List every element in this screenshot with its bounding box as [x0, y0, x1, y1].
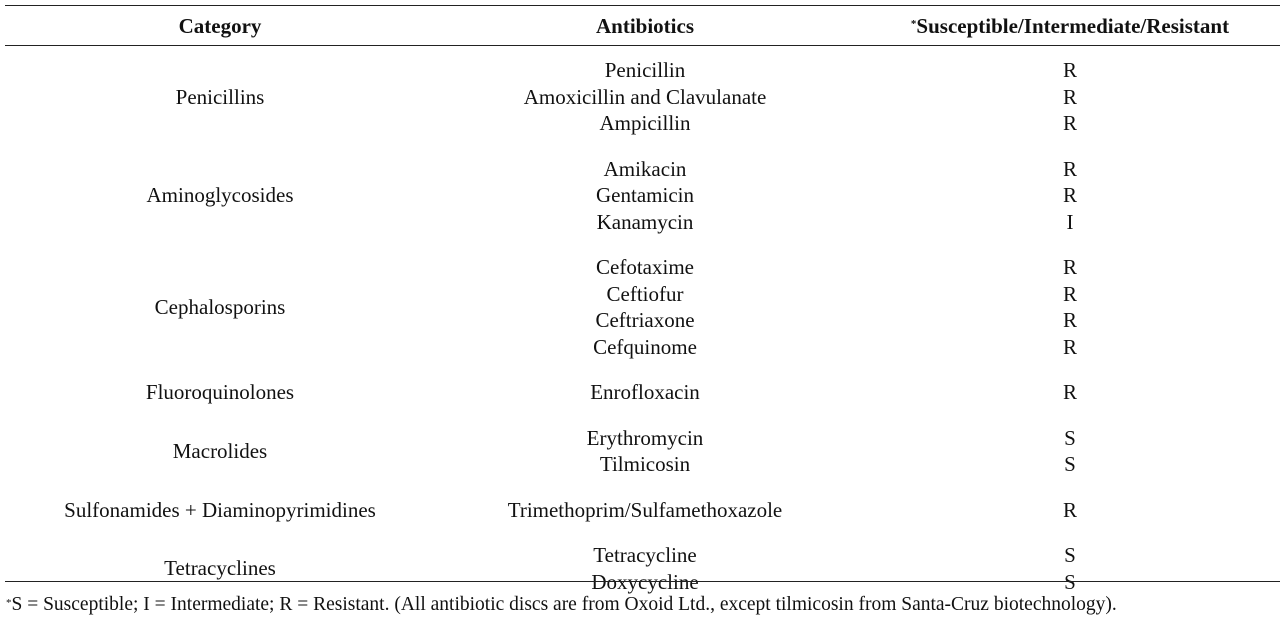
category-label: Tetracyclines [164, 556, 276, 581]
result-list [855, 254, 1284, 360]
antibiotic-name: Tetracycline [593, 543, 697, 567]
result-value: R [1062, 281, 1077, 306]
antibiotic-name: Cefquinome [593, 334, 697, 359]
antibiotic-name: Doxycycline [591, 569, 699, 594]
result-value: R [1062, 380, 1077, 404]
result-list [855, 425, 1284, 478]
result-value: S [1064, 569, 1076, 594]
antibiotic-name: Amoxicillin and Clavulanate [523, 84, 767, 109]
result-value: S [1064, 425, 1076, 450]
result-value: I [1066, 209, 1074, 234]
header-bottom-rule [5, 45, 1280, 46]
category-group [0, 425, 1284, 478]
result-list [855, 379, 1284, 406]
footnote-asterisk: * [6, 597, 12, 609]
antibiotic-name: Tilmicosin [599, 452, 691, 476]
category-group [0, 57, 1284, 137]
antibiotic-name: Ceftriaxone [595, 308, 695, 332]
antibiotic-name: Gentamicin [596, 183, 694, 207]
category-group [0, 542, 1284, 595]
antibiotic-list [435, 156, 855, 236]
category-label: Penicillins [175, 84, 265, 109]
antibiotic-list [435, 379, 855, 406]
antibiotic-list [435, 497, 855, 524]
footnote-text: S = Susceptible; I = Intermediate; R = Resistant. (All antibiotic discs are from Oxoid Ltd., except tilmicosin from Santa-Cruz biotechnology). [11, 594, 1117, 615]
result-list [855, 57, 1284, 137]
antibiotic-name: Cefotaxime [596, 255, 694, 279]
antibiotic-name: Erythromycin [586, 425, 704, 450]
table-bottom-rule [5, 581, 1280, 582]
antibiotic-name: Kanamycin [596, 209, 694, 234]
category-label: Cephalosporins [154, 294, 286, 319]
result-value: S [1064, 452, 1076, 476]
category-label: Fluoroquinolones [145, 380, 295, 404]
header-category: Category [178, 14, 262, 38]
header-result [855, 12, 1284, 40]
antibiotic-name: Trimethoprim/Sulfamethoxazole [507, 497, 783, 522]
header-antibiotics: Antibiotics [595, 14, 694, 38]
result-list [855, 156, 1284, 236]
result-value: R [1062, 84, 1077, 109]
antibiotic-name: Ampicillin [599, 111, 691, 135]
antibiotic-name: Ceftiofur [606, 281, 684, 306]
result-value: R [1062, 255, 1077, 279]
result-value: R [1062, 497, 1077, 522]
category-group [0, 254, 1284, 360]
header-result-label: Susceptible/Intermediate/Resistant [916, 14, 1230, 38]
antibiotic-list [435, 542, 855, 595]
result-list [855, 497, 1284, 524]
footnote [6, 592, 1117, 618]
antibiotic-list [435, 425, 855, 478]
table-top-rule [5, 5, 1280, 6]
category-label: Sulfonamides + Diaminopyrimidines [64, 497, 376, 522]
result-value: R [1062, 58, 1077, 82]
antibiotic-list [435, 57, 855, 137]
result-value: S [1064, 543, 1076, 567]
result-value: R [1062, 156, 1077, 181]
category-label: Aminoglycosides [146, 183, 294, 207]
result-value: R [1062, 334, 1077, 359]
header-asterisk: * [910, 18, 917, 30]
category-group [0, 497, 1284, 524]
result-value: R [1062, 183, 1077, 207]
category-label: Macrolides [172, 438, 268, 463]
antibiotic-name: Penicillin [604, 58, 686, 82]
result-list [855, 542, 1284, 595]
antibiotic-list [435, 254, 855, 360]
result-value: R [1062, 308, 1077, 332]
result-value: R [1062, 111, 1077, 135]
category-group [0, 379, 1284, 406]
category-group [0, 156, 1284, 236]
antibiotic-name: Amikacin [603, 156, 687, 181]
antibiotic-name: Enrofloxacin [590, 380, 700, 404]
